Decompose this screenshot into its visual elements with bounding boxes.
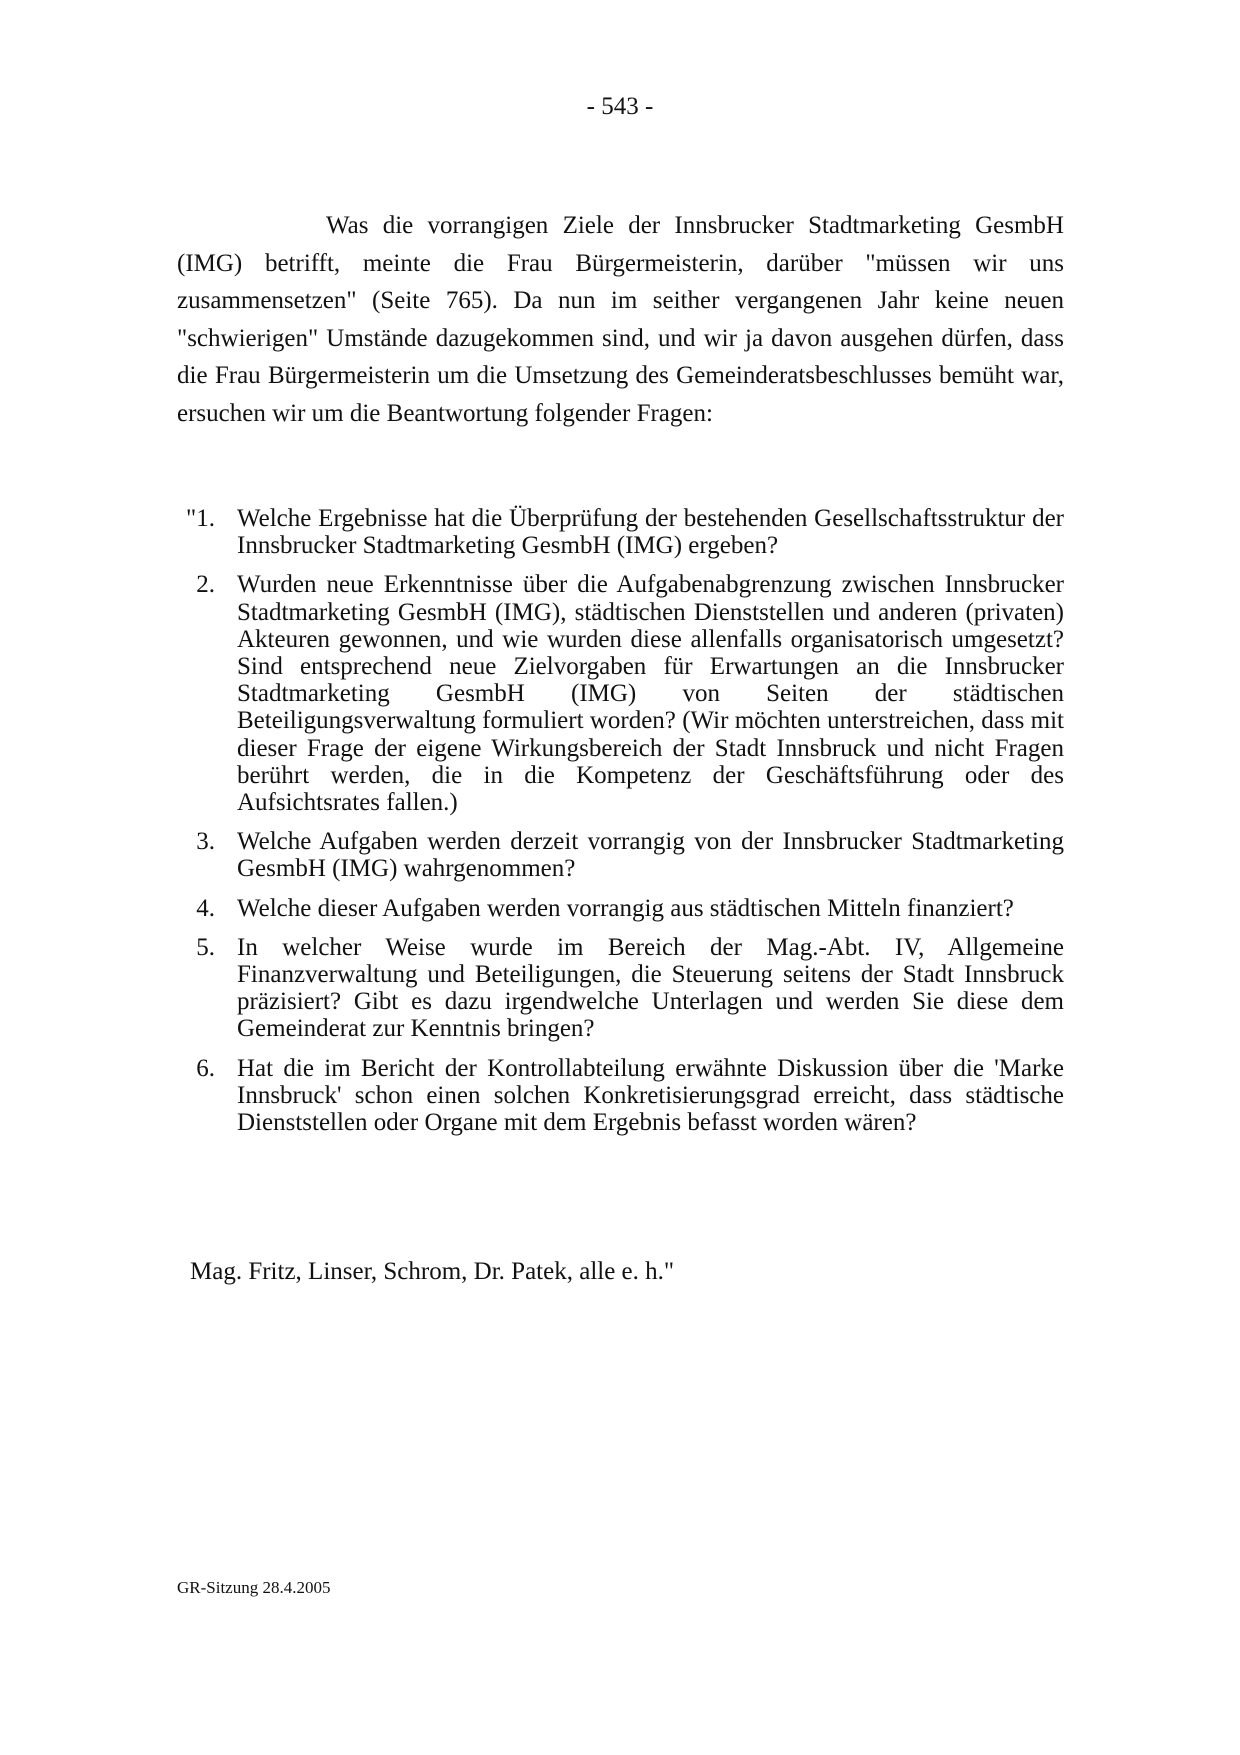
footer-session-date: GR-Sitzung 28.4.2005 bbox=[177, 1578, 331, 1597]
question-number: "1. bbox=[186, 505, 215, 532]
question-text: In welcher Weise wurde im Bereich der Mag.-Abt. IV, Allgemeine Finanzverwaltung und Beteiligungen, die Steuerung seitens der Stadt Innsbruck präzisiert? Gibt es dazu irgendwelche Unterlagen und werden Sie diese dem Gemeinderat zur Kenntnis bringen? bbox=[237, 933, 1064, 1043]
question-text: Wurden neue Erkenntnisse über die Aufgabenabgrenzung zwischen Innsbrucker Stadtmarketing GesmbH (IMG), städtischen Dienststellen und anderen (privaten) Akteuren gewonnen, und wie wurden diese allenfalls organisatorisch umgesetzt? Sind entsprechend neue Zielvorgaben für Erwartungen an die Innsbrucker Stadtmarketing GesmbH (IMG) von Seiten der städtischen Beteiligungsverwaltung formuliert worden? (Wir möchten unterstreichen, dass mit dieser Frage der eigene Wirkungsbereich der Stadt Innsbruck und nicht Fragen berührt werden, die in die Kompetenz der Geschäftsführung oder des Aufsichtsrates fallen.) bbox=[237, 571, 1064, 817]
question-number: 3. bbox=[196, 828, 215, 856]
question-list bbox=[177, 505, 1064, 1148]
question-number: 5. bbox=[196, 933, 215, 961]
signature-line: Mag. Fritz, Linser, Schrom, Dr. Patek, alle e. h." bbox=[190, 1258, 675, 1285]
question-item bbox=[177, 934, 1064, 1043]
question-text: Welche Ergebnisse hat die Überprüfung der bestehenden Gesellschaftsstruktur der Innsbrucker Stadtmarketing GesmbH (IMG) ergeben? bbox=[237, 505, 1064, 560]
question-text: Welche Aufgaben werden derzeit vorrangig von der Innsbrucker Stadtmarketing GesmbH (IMG) wahrgenommen? bbox=[237, 828, 1064, 883]
page-number: - 543 - bbox=[586, 93, 654, 120]
question-text: Welche dieser Aufgaben werden vorrangig aus städtischen Mitteln finanziert? bbox=[237, 894, 1014, 922]
question-item bbox=[177, 1055, 1064, 1137]
question-item bbox=[177, 828, 1064, 882]
intro-paragraph: Was die vorrangigen Ziele der Innsbrucker Stadtmarketing GesmbH (IMG) betrifft, meinte die Frau Bürgermeisterin, darüber "müssen wir uns zusammensetzen" (Seite 765). Da nun im seither vergangenen Jahr keine neuen "schwierigen" Umstände dazugekommen sind, und wir ja davon ausgehen dürfen, dass die Frau Bürgermeisterin um die Umsetzung des Gemeinderatsbeschlusses bemüht war, ersuchen wir um die Beantwortung folgender Fragen: bbox=[177, 212, 1064, 427]
question-item bbox=[177, 571, 1064, 816]
question-item bbox=[177, 895, 1064, 922]
question-item bbox=[177, 505, 1064, 559]
question-number: 6. bbox=[196, 1054, 215, 1082]
question-number: 4. bbox=[196, 894, 215, 922]
question-text: Hat die im Bericht der Kontrollabteilung erwähnte Diskussion über die 'Marke Innsbruck' schon einen solchen Konkretisierungsgrad erreicht, dass städtische Dienststellen oder Organe mit dem Ergebnis befasst worden wären? bbox=[237, 1054, 1064, 1137]
question-number: 2. bbox=[196, 571, 215, 599]
